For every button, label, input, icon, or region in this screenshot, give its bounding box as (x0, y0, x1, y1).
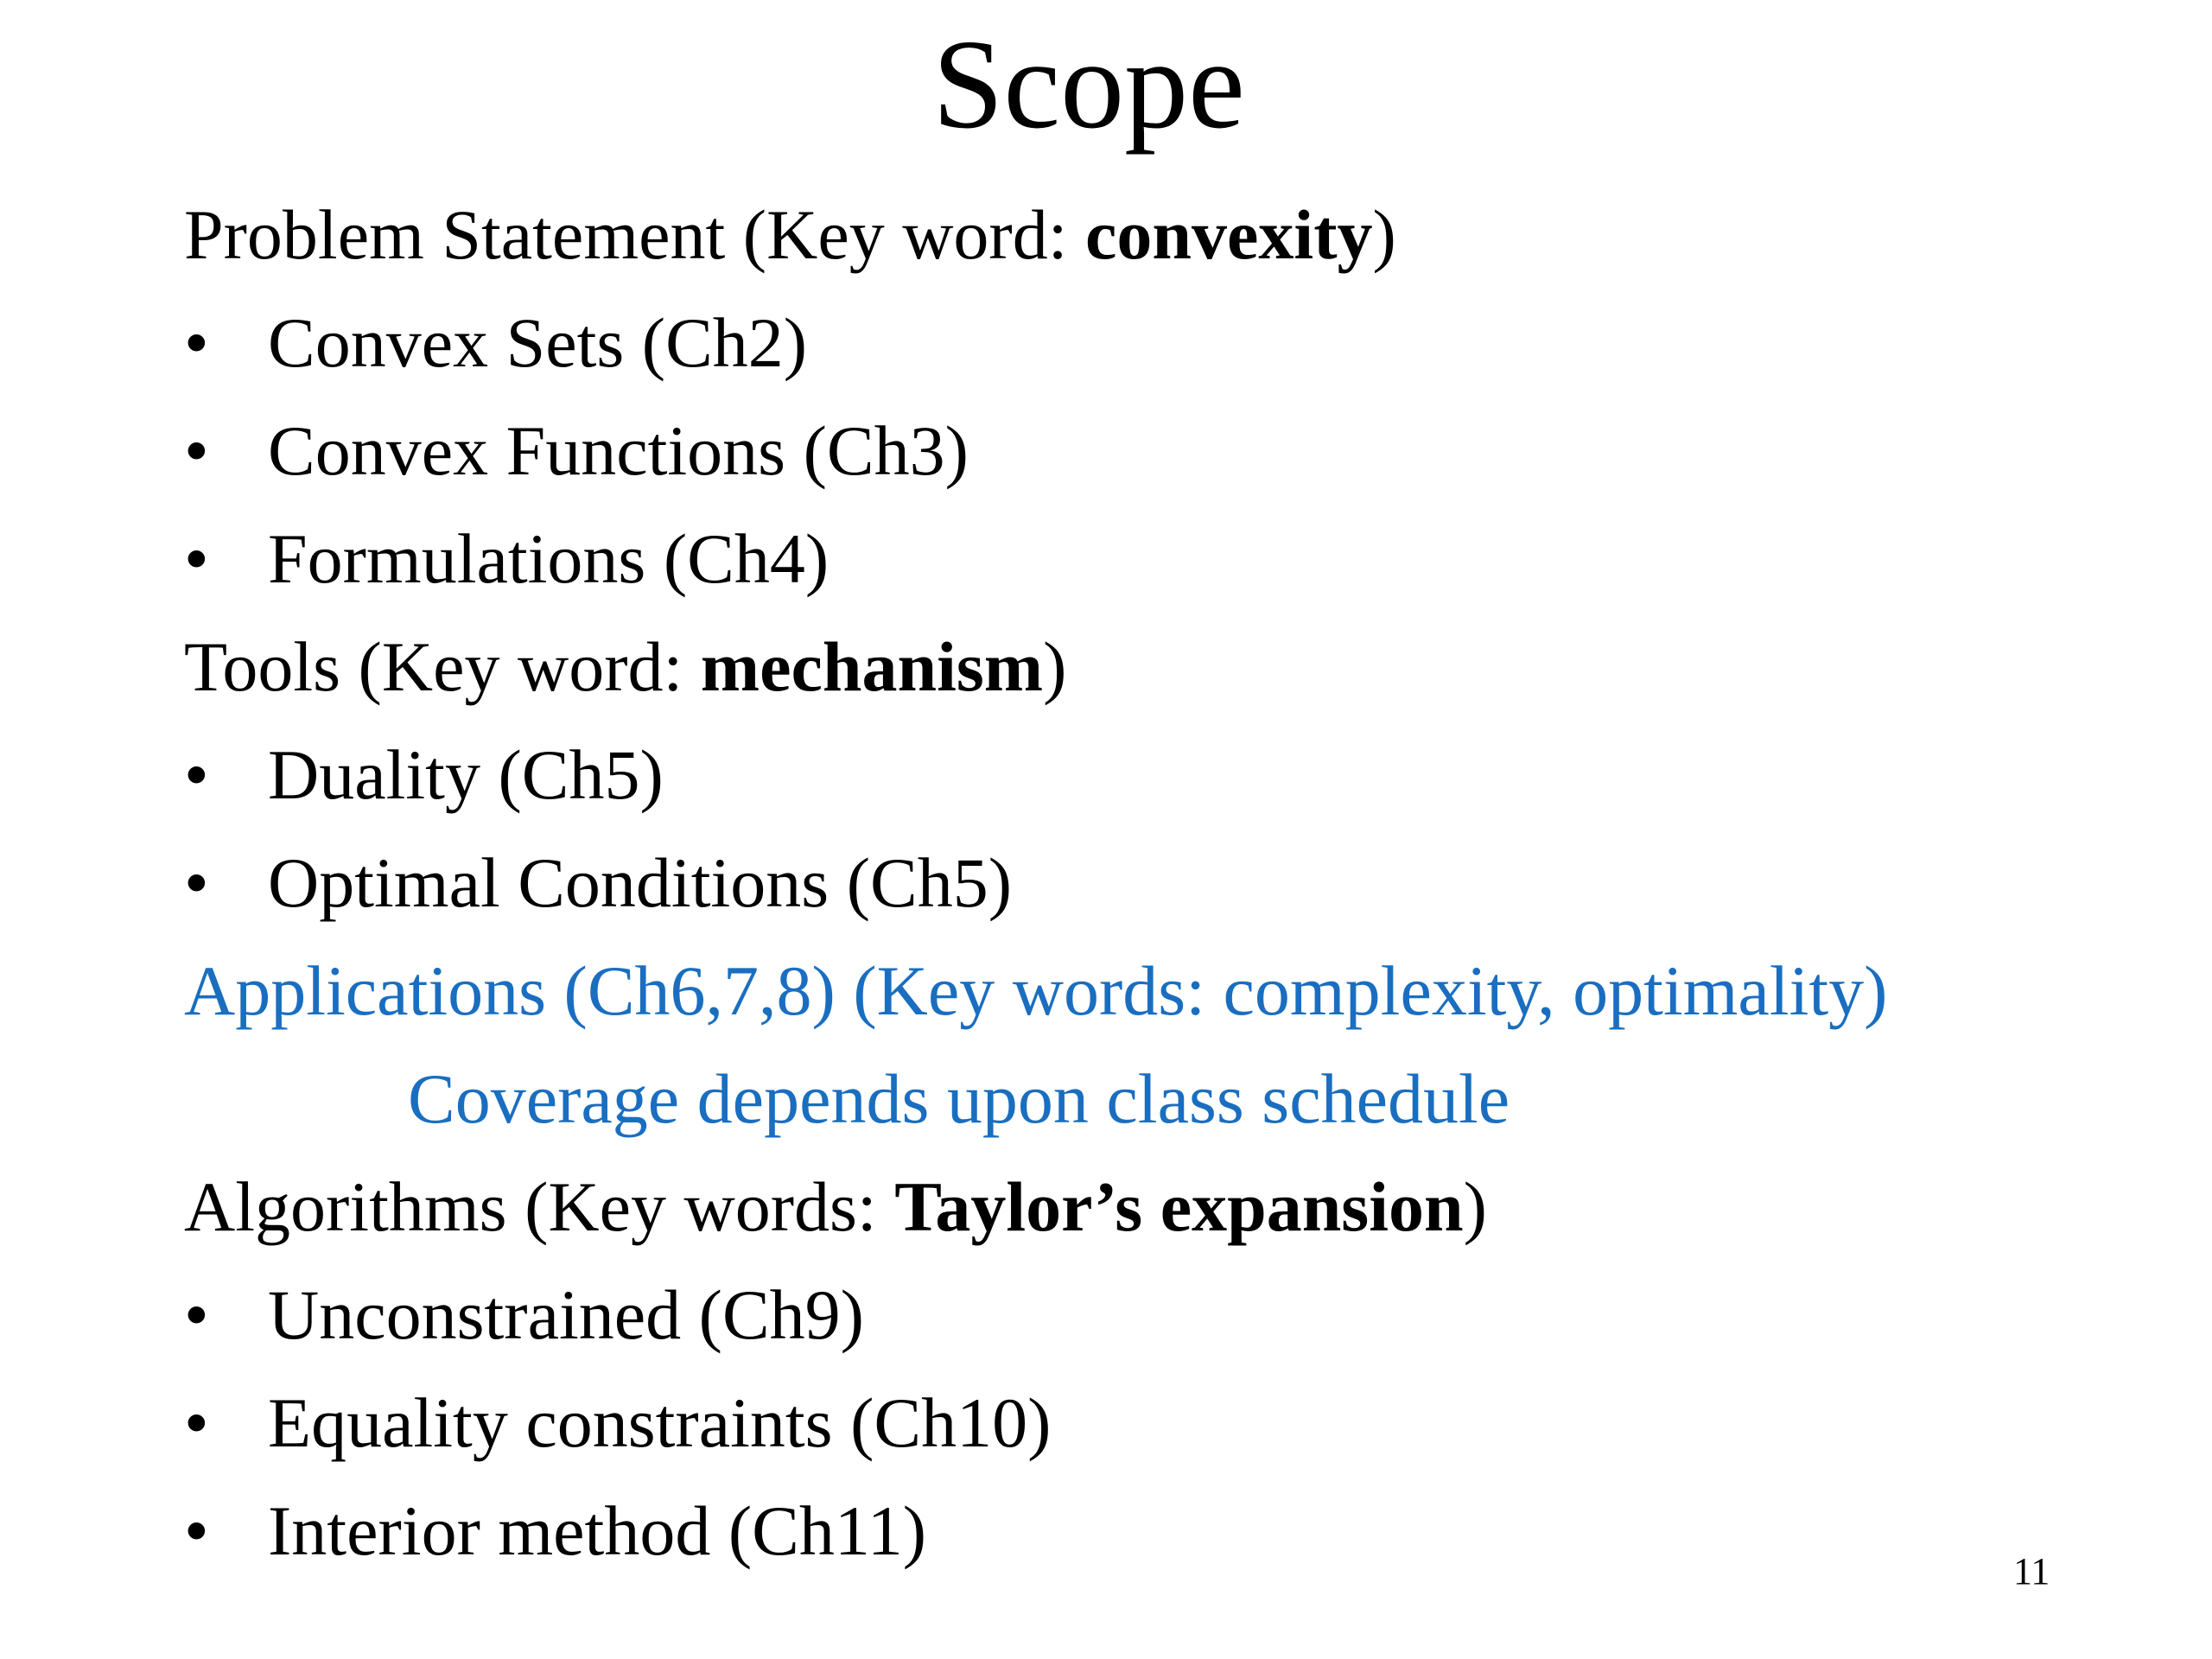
heading-suffix: ) (1463, 1167, 1487, 1246)
heading-text: Problem Statement (Key word: (184, 195, 1086, 274)
bullet-icon: • (184, 735, 209, 814)
list-item (184, 1488, 926, 1574)
heading-text: Algorithms (Key words: (184, 1167, 895, 1246)
list-item-text: Equality constraints (Ch10) (268, 1383, 1052, 1462)
list-item-text: Formulations (Ch4) (268, 519, 830, 598)
heading-keyword: convexity (1085, 195, 1373, 274)
page-number: 11 (2013, 1550, 2050, 1592)
section-heading-problem-statement (184, 192, 1396, 278)
bullet-icon: • (184, 519, 209, 598)
slide-title: Scope (932, 14, 1245, 156)
list-item-text: Duality (Ch5) (268, 735, 664, 814)
list-item (184, 408, 969, 494)
list-item-text: Convex Sets (Ch2) (268, 303, 808, 382)
bullet-icon: • (184, 843, 209, 922)
section-heading-algorithms (184, 1164, 1487, 1250)
heading-keyword: Taylor’s expansion (894, 1167, 1464, 1246)
bullet-icon: • (184, 1275, 209, 1354)
list-item (184, 732, 664, 818)
list-item-text: Optimal Conditions (Ch5) (268, 843, 1012, 922)
list-item (184, 300, 807, 386)
list-item-text: Convex Functions (Ch3) (268, 411, 969, 490)
bullet-icon: • (184, 1491, 209, 1570)
list-item (184, 1380, 1051, 1466)
list-item (184, 516, 829, 602)
bullet-icon: • (184, 411, 209, 490)
section-heading-tools (184, 624, 1066, 710)
list-item (184, 1272, 864, 1358)
heading-suffix: ) (1372, 195, 1396, 274)
section-heading-applications: Applications (Ch6,7,8) (Key words: complexity, optimality) (184, 951, 1888, 1030)
heading-keyword: mechanism (700, 627, 1044, 706)
heading-suffix: ) (1043, 627, 1067, 706)
list-item (184, 840, 1012, 926)
bullet-icon: • (184, 1383, 209, 1462)
bullet-icon: • (184, 303, 209, 382)
coverage-note: Coverage depends upon class schedule (408, 1059, 1510, 1138)
heading-text: Tools (Key word: (184, 627, 701, 706)
list-item-text: Unconstrained (Ch9) (268, 1275, 864, 1354)
list-item-text: Interior method (Ch11) (268, 1491, 927, 1570)
